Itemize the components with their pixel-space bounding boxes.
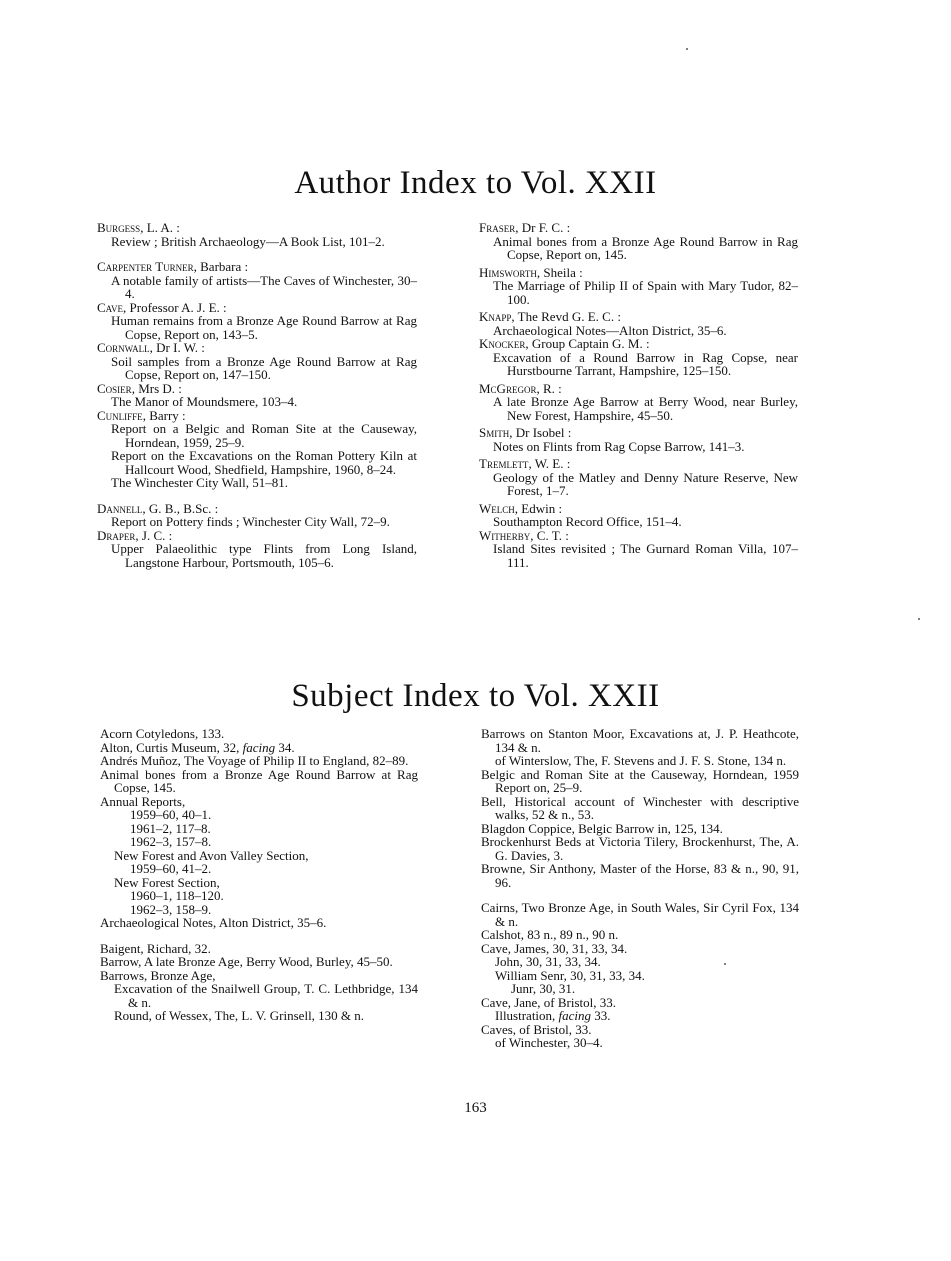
entry-text: Browne, Sir Anthony, Master of the Horse, 83 & n., 90, 91, 96. — [481, 861, 799, 890]
entry-text: Andrés Muñoz, The Voyage of Philip II to England, 82–89. — [100, 753, 409, 768]
index-author-heading — [97, 341, 417, 355]
page-number: 163 — [464, 1100, 487, 1116]
entry-text: New Forest Section, — [114, 874, 220, 890]
entry-text: Southampton Record Office, 151–4. — [493, 514, 682, 529]
index-entry — [97, 355, 417, 382]
entry-text: Calshot, 83 n., 89 n., 90 n. — [481, 927, 619, 942]
index-author-heading — [479, 337, 798, 351]
entry-text: Annual Reports, — [100, 793, 186, 809]
index-author-heading — [479, 221, 798, 235]
entry-text: Archaeological Notes, Alton District, 35–6. — [100, 915, 327, 930]
author-surname: Cave — [97, 299, 124, 315]
subject-index-title: Subject Index to Vol. XXII — [291, 678, 660, 714]
entry-text: Human remains from a Bronze Age Round Barrow at Rag Copse, Report on, 143–5. — [111, 313, 417, 342]
author-forenames: , Barry : — [142, 407, 186, 423]
print-speck — [724, 963, 726, 965]
index-entry — [97, 235, 417, 249]
entry-text: 1960–1, 118–120. — [130, 888, 224, 903]
index-entry — [100, 862, 418, 876]
index-entry — [100, 942, 418, 956]
index-entry — [100, 916, 418, 930]
index-entry — [479, 542, 798, 569]
index-author-heading — [479, 457, 798, 471]
author-index-left-column — [97, 221, 417, 569]
entry-text: Barrows on Stanton Moor, Excavations at, J. P. Heathcote, 134 & n. — [481, 726, 799, 755]
index-entry — [481, 955, 799, 969]
index-entry — [481, 969, 799, 983]
index-author-heading — [479, 266, 798, 280]
entry-text-after: 33. — [591, 1008, 611, 1023]
index-entry — [100, 835, 418, 849]
entry-text: Cave, James, 30, 31, 33, 34. — [481, 940, 628, 956]
index-entry — [97, 515, 417, 529]
index-entry — [100, 889, 418, 903]
author-index-right-column — [479, 221, 798, 569]
entry-text: Round, of Wessex, The, L. V. Grinsell, 130 & n. — [114, 1008, 365, 1023]
index-author-heading — [479, 529, 798, 543]
entry-text: Bell, Historical account of Winchester with descriptive walks, 52 & n., 53. — [481, 793, 799, 822]
entry-text: Alton, Curtis Museum, 32, — [100, 739, 243, 755]
entry-text: Brockenhurst Beds at Victoria Tilery, Brockenhurst, The, A. G. Davies, 3. — [481, 834, 799, 863]
index-entry — [481, 822, 799, 836]
entry-text: of Winterslow, The, F. Stevens and J. F. S. Stone, 134 n. — [495, 753, 787, 768]
author-forenames: , L. A. : — [140, 220, 180, 235]
index-entry — [100, 903, 418, 917]
author-surname: Cosier — [97, 380, 132, 396]
index-author-heading — [479, 426, 798, 440]
print-speck — [918, 618, 920, 620]
author-forenames: , G. B., B.Sc. : — [142, 500, 219, 516]
author-forenames: , Group Captain G. M. : — [525, 336, 650, 351]
index-entry — [481, 862, 799, 889]
author-surname: Himsworth — [479, 264, 537, 280]
index-entry — [479, 440, 798, 454]
subject-index-right-column — [481, 727, 799, 1050]
entry-text: Barrows, Bronze Age, — [100, 967, 216, 983]
author-forenames: , J. C. : — [135, 527, 173, 543]
index-author-heading — [479, 310, 798, 324]
author-forenames: , R. : — [536, 380, 562, 396]
index-entry — [481, 727, 799, 754]
author-forenames: , Professor A. J. E. : — [123, 299, 227, 315]
entry-text: A late Bronze Age Barrow at Berry Wood, near Burley, New Forest, Hampshire, 45–50. — [493, 394, 798, 423]
author-forenames: , Sheila : — [536, 264, 583, 280]
index-entry — [481, 1036, 799, 1050]
index-entry — [481, 835, 799, 862]
index-entry — [100, 808, 418, 822]
author-surname: Dannell — [97, 500, 143, 516]
author-surname: Cornwall — [97, 340, 150, 355]
entry-text: Illustration, — [495, 1008, 559, 1023]
entry-italic: facing — [558, 1008, 592, 1023]
index-entry — [97, 542, 417, 569]
entry-text: Report on the Excavations on the Roman Pottery Kiln at Hallcourt Wood, Shedfield, Hampshire, 1960, 8–24. — [111, 448, 417, 477]
entry-text: 1962–3, 158–9. — [130, 901, 212, 917]
entry-text: 1959–60, 41–2. — [130, 861, 212, 876]
author-forenames: , W. E. : — [528, 456, 571, 471]
index-entry — [97, 314, 417, 341]
author-surname: McGregor — [479, 380, 537, 396]
entry-text: The Marriage of Philip II of Spain with Mary Tudor, 82–100. — [493, 278, 798, 307]
entry-text: Cairns, Two Bronze Age, in South Wales, Sir Cyril Fox, 134 & n. — [481, 900, 799, 929]
author-forenames: , Barbara : — [193, 259, 249, 274]
index-entry — [97, 422, 417, 449]
entry-text: Excavation of the Snailwell Group, T. C. Lethbridge, 134 & n. — [114, 981, 418, 1010]
entry-text: of Winchester, 30–4. — [495, 1035, 603, 1050]
entry-text: William Senr, 30, 31, 33, 34. — [495, 967, 645, 983]
author-surname: Knapp — [479, 309, 512, 324]
subject-index-left-column — [100, 727, 418, 1023]
index-entry — [481, 901, 799, 928]
index-entry — [100, 969, 418, 983]
index-entry — [100, 754, 418, 768]
author-forenames: , Mrs D. : — [131, 380, 182, 396]
author-index-title: Author Index to Vol. XXII — [294, 165, 657, 201]
index-entry — [479, 324, 798, 338]
author-surname: Knocker — [479, 336, 526, 351]
index-entry — [479, 471, 798, 498]
index-entry — [481, 996, 799, 1010]
entry-italic: facing — [242, 739, 276, 755]
index-entry — [97, 449, 417, 476]
entry-text: Excavation of a Round Barrow in Rag Copse, near Hurstbourne Tarrant, Hampshire, 125–150. — [493, 349, 798, 378]
entry-text: Soil samples from a Bronze Age Round Barrow at Rag Copse, Report on, 147–150. — [111, 353, 417, 382]
index-entry — [481, 982, 799, 996]
index-entry — [100, 822, 418, 836]
index-author-heading — [97, 382, 417, 396]
index-entry — [100, 795, 418, 809]
entry-text: The Manor of Moundsmere, 103–4. — [111, 394, 298, 409]
entry-text: John, 30, 31, 33, 34. — [495, 954, 601, 969]
index-author-heading — [97, 529, 417, 543]
entry-text: Archaeological Notes—Alton District, 35–6. — [493, 322, 727, 338]
entry-text: Report on a Belgic and Roman Site at the Causeway, Horndean, 1959, 25–9. — [111, 421, 417, 450]
author-forenames: , C. T. : — [530, 527, 569, 543]
author-surname: Witherby — [479, 527, 531, 543]
index-entry — [481, 1023, 799, 1037]
index-author-heading — [97, 221, 417, 235]
entry-text: Report on Pottery finds ; Winchester City Wall, 72–9. — [111, 514, 390, 529]
entry-text: Animal bones from a Bronze Age Round Barrow in Rag Copse, Report on, 145. — [493, 233, 798, 262]
author-surname: Cunliffe — [97, 407, 143, 423]
entry-text: Baigent, Richard, 32. — [100, 940, 211, 956]
index-entry — [481, 768, 799, 795]
index-entry — [97, 476, 417, 490]
index-entry — [481, 1009, 799, 1023]
index-author-heading — [97, 409, 417, 423]
entry-text: 1962–3, 157–8. — [130, 834, 212, 849]
index-entry — [100, 741, 418, 755]
index-entry — [479, 395, 798, 422]
index-entry — [481, 928, 799, 942]
entry-text: Cave, Jane, of Bristol, 33. — [481, 994, 617, 1010]
author-surname: Tremlett — [479, 456, 529, 471]
print-speck — [686, 48, 688, 50]
index-author-heading — [97, 502, 417, 516]
author-surname: Smith — [479, 425, 510, 440]
index-entry — [100, 955, 418, 969]
index-entry — [97, 274, 417, 301]
entry-text: Barrow, A late Bronze Age, Berry Wood, Burley, 45–50. — [100, 954, 393, 969]
entry-text: Acorn Cotyledons, 133. — [100, 726, 225, 741]
entry-text: Animal bones from a Bronze Age Round Barrow at Rag Copse, 145. — [100, 766, 418, 795]
index-entry — [479, 351, 798, 378]
entry-text: Junr, 30, 31. — [511, 981, 576, 996]
author-surname: Burgess — [97, 220, 141, 235]
entry-text: Upper Palaeolithic type Flints from Long Island, Langstone Harbour, Portsmouth, 105–6. — [111, 541, 417, 570]
author-forenames: , Dr I. W. : — [149, 340, 205, 355]
index-entry — [100, 727, 418, 741]
index-author-heading — [479, 502, 798, 516]
index-entry — [479, 279, 798, 306]
index-entry — [97, 395, 417, 409]
index-entry — [479, 515, 798, 529]
entry-text: Caves, of Bristol, 33. — [481, 1021, 592, 1037]
index-entry — [481, 754, 799, 768]
index-author-heading — [479, 382, 798, 396]
index-entry — [100, 768, 418, 795]
author-forenames: , Dr Isobel : — [509, 425, 572, 440]
entry-text: Island Sites revisited ; The Gurnard Roman Villa, 107–111. — [493, 541, 798, 570]
author-forenames: , Edwin : — [514, 500, 563, 516]
author-surname: Welch — [479, 500, 515, 516]
entry-text: 1959–60, 40–1. — [130, 807, 212, 822]
entry-text-after: 34. — [275, 739, 295, 755]
index-entry — [481, 942, 799, 956]
entry-text: Review ; British Archaeology—A Book List, 101–2. — [111, 233, 385, 249]
author-forenames: , Dr F. C. : — [515, 220, 571, 235]
index-author-heading — [97, 301, 417, 315]
index-entry — [100, 849, 418, 863]
index-entry — [481, 795, 799, 822]
author-forenames: , The Revd G. E. C. : — [511, 309, 621, 324]
entry-text: Belgic and Roman Site at the Causeway, Horndean, 1959 Report on, 25–9. — [481, 766, 799, 795]
author-surname: Fraser — [479, 220, 516, 235]
entry-text: A notable family of artists—The Caves of Winchester, 30–4. — [111, 272, 417, 301]
index-author-heading — [97, 260, 417, 274]
entry-text: 1961–2, 117–8. — [130, 820, 211, 836]
entry-text: Blagdon Coppice, Belgic Barrow in, 125, 134. — [481, 820, 723, 836]
entry-text: Notes on Flints from Rag Copse Barrow, 141–3. — [493, 438, 745, 454]
author-surname: Carpenter Turner — [97, 259, 194, 274]
index-entry — [479, 235, 798, 262]
index-entry — [100, 1009, 418, 1023]
entry-text: Geology of the Matley and Denny Nature Reserve, New Forest, 1–7. — [493, 469, 798, 498]
index-entry — [100, 876, 418, 890]
entry-text: The Winchester City Wall, 51–81. — [111, 475, 289, 490]
index-entry — [100, 982, 418, 1009]
author-surname: Draper — [97, 527, 136, 543]
entry-text: New Forest and Avon Valley Section, — [114, 847, 309, 863]
